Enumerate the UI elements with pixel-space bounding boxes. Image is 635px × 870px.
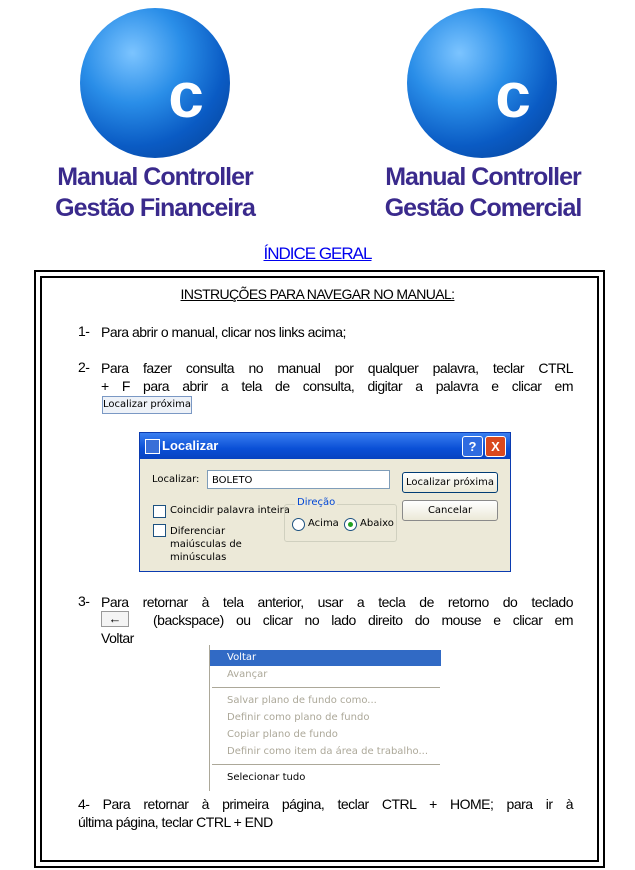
dialog-title: Localizar	[162, 438, 219, 453]
controller-logo-icon: c	[407, 8, 557, 158]
menu-item-voltar[interactable]: Voltar	[210, 650, 441, 666]
menu-item-definir-item: Definir como item da área de trabalho...	[227, 746, 429, 757]
cancel-button[interactable]: Cancelar	[402, 500, 498, 521]
match-case-checkbox[interactable]	[153, 524, 166, 537]
find-next-button[interactable]: Localizar próxima	[402, 472, 498, 493]
find-next-button-image: Localizar próxima	[102, 396, 192, 414]
dialog-titlebar	[140, 433, 510, 459]
menu-separator	[212, 687, 440, 688]
help-icon[interactable]: ?	[462, 436, 483, 457]
item-text: 4- Para retornar à primeira página, teclar CTRL + HOME; para ir à	[78, 796, 573, 812]
item-number: 1-	[78, 323, 90, 339]
backspace-key-icon: ←	[101, 611, 129, 627]
logo-title-comercial[interactable]	[368, 162, 598, 224]
find-icon	[145, 439, 160, 454]
context-menu	[209, 645, 441, 791]
direction-down-radio[interactable]	[344, 518, 357, 531]
logo-title-financeira[interactable]	[40, 162, 270, 224]
direction-label: Direção	[297, 497, 336, 508]
match-case-label: Diferenciar maiúsculas de minúsculas	[170, 526, 242, 563]
item-text: Para retornar à tela anterior, usar a tecla de retorno do teclado	[101, 594, 573, 610]
logo-line2: Gestão Financeira	[55, 194, 255, 222]
direction-down-label: Abaixo	[360, 518, 394, 529]
item-text: Para abrir o manual, clicar nos links acima;	[101, 324, 346, 340]
controller-logo-icon: c	[80, 8, 230, 158]
match-whole-word-checkbox[interactable]	[153, 505, 166, 518]
logo-line1: Manual Controller	[57, 163, 253, 191]
direction-up-radio[interactable]	[292, 518, 305, 531]
direction-up-label: Acima	[308, 518, 339, 529]
match-whole-word-label: Coincidir palavra inteira	[170, 505, 290, 516]
menu-item-avancar: Avançar	[227, 669, 268, 680]
find-dialog	[139, 432, 511, 572]
menu-item-definir-plano: Definir como plano de fundo	[227, 712, 370, 723]
item-number: 3-	[78, 593, 90, 609]
index-link[interactable]: ÍNDICE GERAL	[263, 244, 372, 263]
item-text: Voltar	[101, 630, 134, 646]
menu-item-copiar-plano: Copiar plano de fundo	[227, 729, 338, 740]
menu-separator	[212, 764, 440, 765]
menu-item-salvar-plano: Salvar plano de fundo como...	[227, 695, 377, 706]
item-number: 2-	[78, 359, 90, 375]
item-text: última página, teclar CTRL + END	[78, 814, 273, 830]
find-label: Localizar:	[152, 474, 200, 485]
item-text: (backspace) ou clicar no lado direito do mouse e clicar em	[153, 612, 573, 628]
logo-line1: Manual Controller	[385, 163, 581, 191]
close-icon[interactable]: X	[485, 436, 506, 457]
logo-line2: Gestão Comercial	[384, 194, 582, 222]
item-text: Para fazer consulta no manual por qualquer palavra, teclar CTRL + F para abrir a tela de consulta, digitar a palavra e clicar em	[101, 360, 573, 394]
instructions-heading: INSTRUÇÕES PARA NAVEGAR NO MANUAL:	[180, 286, 455, 302]
find-input[interactable]: BOLETO	[207, 470, 390, 489]
menu-item-selecionar-tudo[interactable]: Selecionar tudo	[227, 772, 306, 783]
